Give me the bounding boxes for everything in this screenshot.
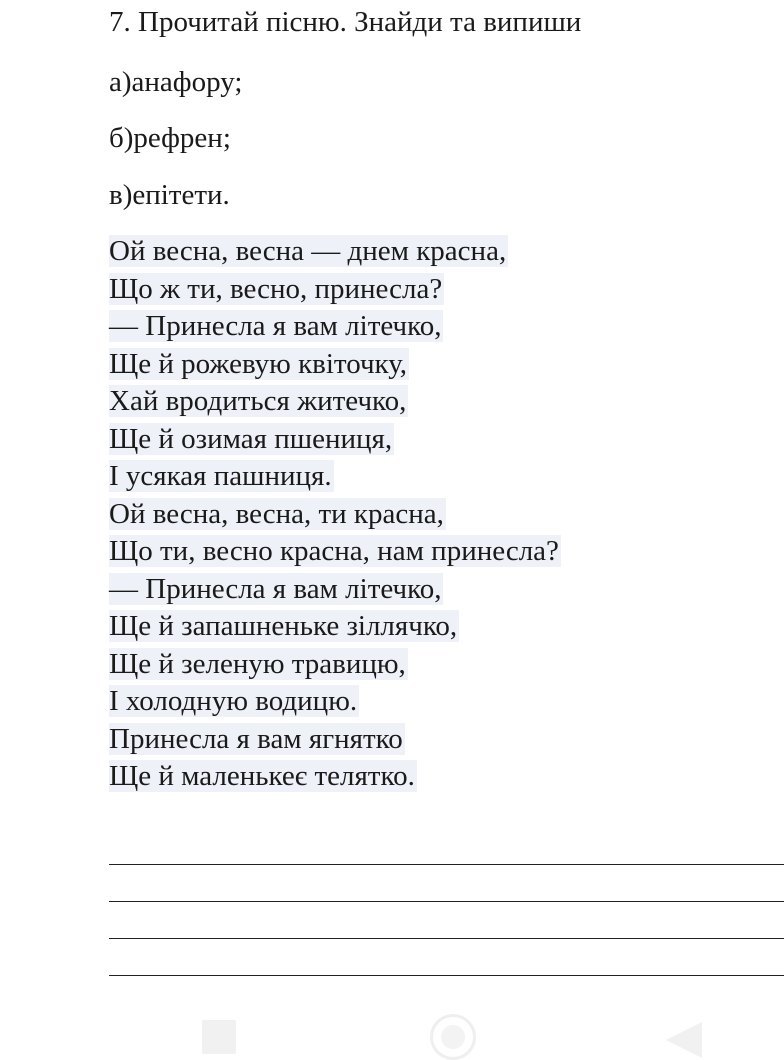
task-epithets: в)епітети. [109,179,230,211]
poem-line: Принесла я вам ягнятко [109,722,403,755]
poem-line: Ще й запашненьке зіллячко, [109,610,458,642]
poem-line: — Принесла я вам літечко, [109,310,442,342]
poem-line: Ще й озимая пшениця, [109,422,393,455]
poem-line: І усякая пашниця. [109,460,332,492]
poem-line: Ще й маленькеє телятко. [109,760,415,792]
answer-line [109,939,784,976]
answer-lines [109,828,784,976]
answer-line [109,902,784,939]
answer-line [109,865,784,902]
song-text [109,233,784,796]
poem-line: Ще й рожевую квіточку, [109,347,408,380]
poem-line: Ще й зеленую травицю, [109,647,406,680]
back-triangle-icon[interactable] [666,1022,702,1058]
poem-line: Ой весна, весна, ти красна, [109,497,444,530]
poem-line: Що ж ти, весно, принесла? [109,272,443,305]
poem-line: І холодную водицю. [109,685,358,717]
answer-line [109,828,784,865]
poem-line: — Принесла я вам літечко, [109,572,442,605]
poem-line: Що ти, весно красна, нам принесла? [109,535,559,567]
poem-line: Хай вродиться житечко, [109,385,407,417]
recent-apps-square-icon[interactable] [202,1020,236,1054]
home-circle-icon[interactable] [430,1014,476,1060]
system-navigation-bar [0,1006,784,1051]
poem-line: Ой весна, весна — днем красна, [109,235,507,267]
task-refrain: б)рефрен; [109,122,231,154]
exercise-heading: 7. Прочитай пісню. Знайди та випиши [109,6,582,38]
task-anaphora: а)анафору; [109,66,243,98]
